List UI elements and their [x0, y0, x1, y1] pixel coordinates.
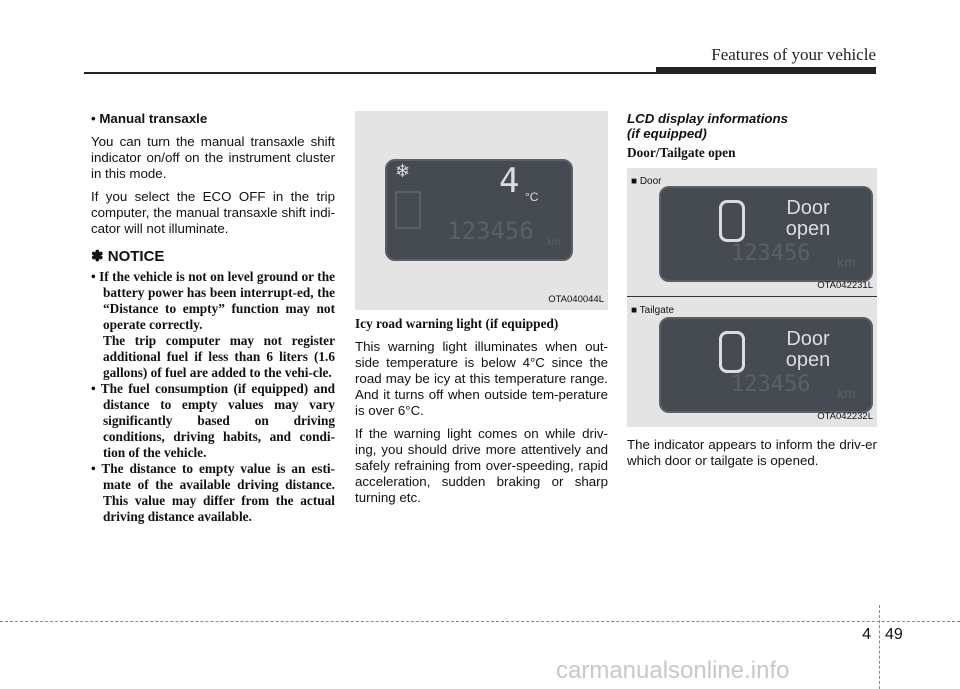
column-1 — [91, 111, 335, 525]
temp-unit: °C — [525, 190, 539, 204]
odometer-value: 123456 — [447, 217, 534, 245]
notice-heading: ✽ NOTICE — [91, 248, 165, 265]
odometer-value: 123456 — [731, 241, 811, 266]
figure-code: OTA040044L — [548, 294, 604, 305]
notice-item-text: • The fuel consumption (if equipped) and distance to empty values may vary significantly based on driving conditions, driving habits, and condi-tion of the vehicle. — [91, 381, 335, 460]
odometer-unit: km — [837, 385, 856, 401]
page-number: 49 — [885, 626, 903, 643]
outside-temp-value: 4 — [499, 161, 520, 201]
door-open-figure — [627, 168, 877, 296]
icy-road-heading: Icy road warning light (if equipped) — [355, 316, 559, 331]
watermark: carmanualsonline.info — [556, 657, 790, 684]
notice-item — [91, 269, 335, 381]
column-2 — [355, 111, 608, 513]
odometer-value: 123456 — [731, 372, 811, 397]
paragraph: If you select the ECO OFF in the trip computer, the manual transaxle shift indi-cator will not illuminate. — [91, 189, 335, 236]
chapter-number: 4 — [862, 626, 871, 643]
door-tailgate-heading: Door/Tailgate open — [627, 145, 736, 160]
snowflake-icon: ❄ — [395, 161, 411, 181]
fuel-gauge-icon — [395, 191, 421, 229]
header-title: Features of your vehicle — [711, 45, 876, 64]
figure-tag: ■ Door — [631, 176, 662, 187]
column-3 — [627, 111, 877, 476]
lcd-display — [385, 159, 573, 261]
lcd-section-heading — [627, 111, 877, 141]
paragraph: If the warning light comes on while driv-ing, you should drive more attentively and safely refraining from over-speeding, rapid acceleration, sudden braking or sharp turning etc. — [355, 426, 608, 505]
header-rule-accent — [656, 67, 876, 73]
lcd-display — [659, 186, 873, 282]
footer-page-separator — [879, 605, 880, 689]
paragraph: The indicator appears to inform the driv-er which door or tailgate is opened. — [627, 437, 877, 468]
lcd-display — [659, 317, 873, 413]
paragraph: This warning light illuminates when out-side temperature is below 4°C since the road may be icy at this temperature range. And it turns off when outside tem-perature is over 6°C. — [355, 339, 608, 418]
door-open-line2: open — [785, 218, 831, 240]
figure-code: OTA042231L — [817, 280, 873, 291]
figure-code: OTA042232L — [817, 411, 873, 422]
door-open-line1: Door — [786, 328, 830, 350]
odometer-unit: km — [837, 254, 856, 270]
door-open-line1: Door — [786, 197, 830, 219]
odometer-unit: km — [547, 237, 561, 248]
lcd-heading-line2: (if equipped) — [627, 126, 707, 141]
door-open-line2: open — [785, 349, 831, 371]
tailgate-open-figure — [627, 297, 877, 427]
notice-item-text: • If the vehicle is not on level ground or the battery power has been interrupt-ed, the “Distance to empty” function may not operate correctly. — [91, 269, 335, 332]
lcd-heading-line1: LCD display informations — [627, 111, 789, 126]
notice-item — [91, 381, 335, 461]
figure-tag: ■ Tailgate — [631, 305, 675, 316]
paragraph: You can turn the manual transaxle shift indicator on/off on the instrument cluster in this mode. — [91, 134, 335, 181]
car-tailgate-icon — [719, 331, 745, 373]
manual-transaxle-heading: • Manual transaxle — [91, 111, 208, 126]
notice-list — [91, 269, 335, 525]
car-door-icon — [719, 200, 745, 242]
icy-road-figure — [355, 111, 608, 310]
notice-item-text: • The distance to empty value is an esti-mate of the available driving distance. This value may differ from the actual driving distance available. — [91, 461, 335, 524]
notice-item-subtext: The trip computer may not register additional fuel if less than 6 liters (1.6 gallons) of fuel are added to the vehi-cle. — [103, 333, 335, 380]
footer-divider — [0, 621, 960, 622]
notice-item — [91, 461, 335, 525]
